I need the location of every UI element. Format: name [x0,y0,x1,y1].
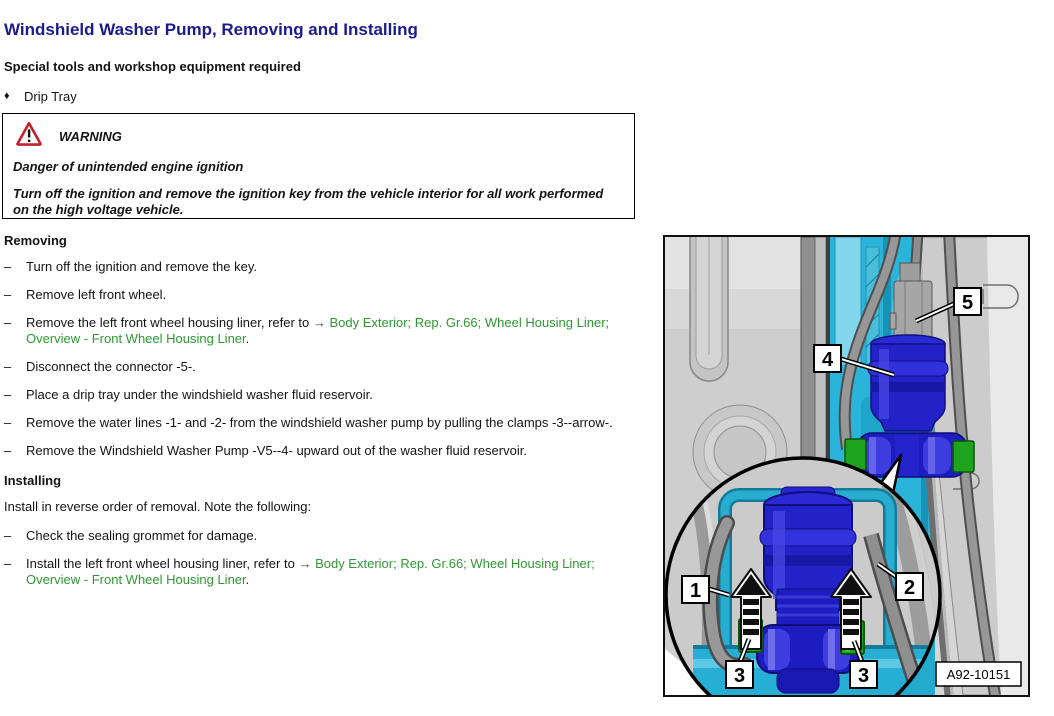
step-dash-marker: – [4,287,12,302]
svg-text:A92-10151: A92-10151 [946,667,1011,682]
procedure-step [4,287,638,303]
special-tools-heading: Special tools and workshop equipment required [4,59,301,74]
step-text-segment: . [245,572,250,587]
step-text-segment: Check the sealing grommet for damage. [26,528,258,543]
step-dash-marker: – [4,415,12,430]
step-dash-marker: – [4,528,12,543]
procedure-step [4,259,638,275]
clamp-right [953,441,974,472]
step-text [26,259,632,275]
tool-label: Drip Tray [24,89,77,104]
step-dash-marker: – [4,443,12,458]
reference-arrow-icon: → [312,315,330,330]
figure-washer-pump-illustration [663,235,1030,697]
callout-box-3-right [850,661,877,688]
procedure-step [4,443,638,459]
warning-icon [15,121,43,152]
step-text [26,556,632,588]
installing-heading: Installing [4,473,62,488]
warning-instruction-text: Turn off the ignition and remove the ignition key from the vehicle interior for all work performed on the high voltage vehicle. [13,186,604,217]
figure-label [936,662,1021,686]
reference-link[interactable]: Body Exterior; Rep. Gr.66; Wheel Housing Liner; Overview - Front Wheel Housing Liner [26,556,595,587]
svg-text:2: 2 [903,577,916,599]
step-text-segment: Remove the left front wheel housing liner, refer to [26,315,313,330]
svg-text:4: 4 [821,349,834,371]
step-text [26,387,632,403]
step-dash-marker: – [4,387,12,402]
procedure-step [4,387,638,403]
warning-box [2,113,635,219]
procedure-step [4,315,638,347]
procedure-step [4,556,638,588]
removing-heading: Removing [4,233,67,248]
step-text-segment: Disconnect the connector -5-. [26,359,196,374]
step-dash-marker: – [4,259,12,274]
step-text [26,315,632,347]
step-text [26,359,632,375]
step-dash-marker: – [4,359,12,374]
callout-box-3-left [726,661,753,688]
step-text [26,443,632,459]
callout-box-5 [954,288,981,315]
step-dash-marker: – [4,556,12,571]
step-text-segment: Install the left front wheel housing liner, refer to [26,556,299,571]
svg-text:5: 5 [961,292,974,314]
svg-text:3: 3 [857,665,870,687]
manual-page-content [4,20,638,600]
step-text-segment: . [245,331,250,346]
step-text [26,528,632,544]
removing-steps [4,259,638,459]
step-text [26,415,632,431]
diamond-bullet-icon: ♦ [4,90,10,102]
installing-intro: Install in reverse order of removal. Note the following: [4,499,312,514]
callout-box-2 [896,573,923,600]
reference-arrow-icon: → [298,556,316,571]
step-dash-marker: – [4,315,12,330]
page-title: Windshield Washer Pump, Removing and Installing [4,20,418,39]
procedure-step [4,528,638,544]
step-text-segment: Place a drip tray under the windshield washer fluid reservoir. [26,387,373,402]
procedure-step [4,415,638,431]
procedure-step [4,359,638,375]
step-text-segment: Remove left front wheel. [26,287,167,302]
step-text-segment: Remove the Windshield Washer Pump -V5--4- upward out of the washer fluid reservoir. [26,443,527,458]
step-text-segment: Turn off the ignition and remove the key. [26,259,258,274]
svg-text:1: 1 [689,580,702,602]
tool-list-item [4,89,638,104]
callout-box-4 [814,345,841,372]
callout-box-1 [682,576,709,603]
warning-danger-text: Danger of unintended engine ignition [13,159,244,174]
warning-heading: WARNING [59,129,122,144]
step-text [26,287,632,303]
svg-text:3: 3 [733,665,746,687]
step-text-segment: Remove the water lines -1- and -2- from the windshield washer pump by pulling the clamps -3--arrow-. [26,415,613,430]
reference-link[interactable]: Body Exterior; Rep. Gr.66; Wheel Housing Liner; Overview - Front Wheel Housing Liner [26,315,610,346]
installing-steps [4,528,638,588]
